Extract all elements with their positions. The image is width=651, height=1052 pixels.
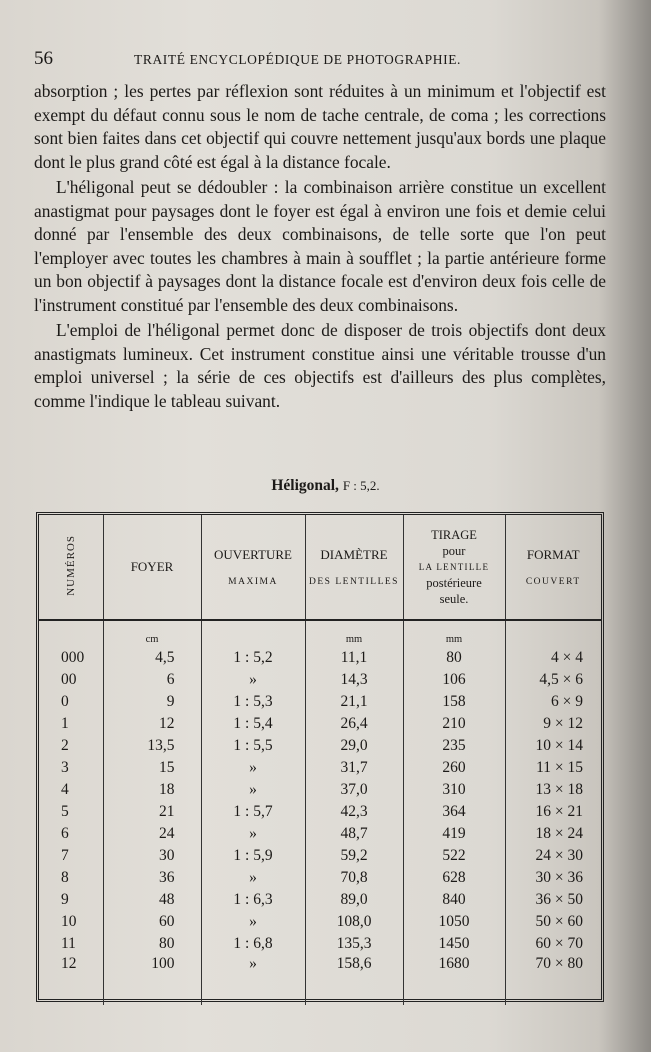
unit-tirage: mm <box>403 620 505 647</box>
cell-numero: 5 <box>39 801 103 823</box>
table-frame <box>36 512 604 1002</box>
cell-foyer: 6 <box>103 669 201 691</box>
table-row <box>39 889 601 911</box>
cell-foyer: 21 <box>103 801 201 823</box>
cell-format: 13 × 18 <box>535 781 583 798</box>
table-row <box>39 779 601 801</box>
cell-ouverture: » <box>201 779 305 801</box>
table-row <box>39 647 601 669</box>
cell-foyer: 30 <box>103 845 201 867</box>
cell-ouverture: » <box>201 911 305 933</box>
cell-ouverture: 1 : 5,5 <box>201 735 305 757</box>
cell-ouverture: 1 : 6,3 <box>201 889 305 911</box>
cell-tirage: 522 <box>403 845 505 867</box>
header-diametre-label: DIAMÈTRE <box>320 547 388 562</box>
paragraph-1: absorption ; les pertes par réflexion sont réduites à un minimum et l'objectif est exempt du défaut connu sous le nom de tache centrale, de coma ; les corrections sont bien faites dans cet objectif qui couvre nettement jusqu'aux bords une plaque dont le plus grand côté est égal à la distance focale. <box>34 81 606 172</box>
cell-numero: 000 <box>39 647 103 669</box>
cell-diametre: 70,8 <box>305 867 403 889</box>
unit-format <box>505 620 601 647</box>
cell-numero: 2 <box>39 735 103 757</box>
cell-tirage: 235 <box>403 735 505 757</box>
cell-format: 60 × 70 <box>535 935 583 952</box>
cell-numero: 10 <box>39 911 103 933</box>
cell-diametre: 158,6 <box>305 955 403 1005</box>
cell-foyer: 18 <box>103 779 201 801</box>
header-format <box>505 515 601 620</box>
table-row <box>39 845 601 867</box>
cell-tirage: 628 <box>403 867 505 889</box>
cell-ouverture: 1 : 5,7 <box>201 801 305 823</box>
cell-foyer: 60 <box>103 911 201 933</box>
caption-name: Héligonal, <box>271 477 339 494</box>
cell-diametre: 21,1 <box>305 691 403 713</box>
cell-numero: 00 <box>39 669 103 691</box>
running-title: TRAITÉ ENCYCLOPÉDIQUE DE PHOTOGRAPHIE. <box>134 52 462 67</box>
cell-format: 4,5 × 6 <box>539 671 583 688</box>
header-foyer-label: FOYER <box>130 559 174 574</box>
cell-foyer: 13,5 <box>103 735 201 757</box>
cell-ouverture: 1 : 5,2 <box>201 647 305 669</box>
unit-ouverture <box>201 620 305 647</box>
body-text <box>34 80 606 413</box>
table-row <box>39 933 601 955</box>
header-ouverture <box>201 515 305 620</box>
cell-tirage: 1680 <box>403 955 505 1005</box>
header-tirage-line5: seule. <box>439 592 469 606</box>
cell-ouverture: » <box>201 867 305 889</box>
header-numeros <box>39 515 103 620</box>
table-row <box>39 691 601 713</box>
paragraph-2: L'héligonal peut se dédoubler : la combinaison arrière constitue un excellent anastigmat pour paysages dont le foyer est égal à environ une fois et demie celui donné par l'ensemble des deux combinaisons, de telle sorte que l'on peut l'employer avec toutes les chambres à main à soufflet ; la partie antérieure forme un bon objectif à paysages dont la distance focale est d'environ deux fois celle de l'instrument constitué par l'ensemble des deux combinaisons. <box>34 177 606 315</box>
header-ouverture-label: OUVERTURE <box>214 547 292 562</box>
cell-format: 70 × 80 <box>535 955 583 972</box>
cell-ouverture: » <box>201 823 305 845</box>
cell-tirage: 419 <box>403 823 505 845</box>
cell-ouverture: 1 : 6,8 <box>201 933 305 955</box>
unit-foyer: cm <box>103 620 201 647</box>
cell-foyer: 15 <box>103 757 201 779</box>
cell-numero: 6 <box>39 823 103 845</box>
cell-numero: 3 <box>39 757 103 779</box>
cell-diametre: 135,3 <box>305 933 403 955</box>
caption-ratio: F : 5,2. <box>342 478 380 493</box>
table-row <box>39 801 601 823</box>
table-row <box>39 955 601 1005</box>
cell-numero: 8 <box>39 867 103 889</box>
paragraph-3: L'emploi de l'héligonal permet donc de disposer de trois objectifs dont deux anastigmats lumineux. Cet instrument constitue ainsi une véritable trousse d'un emploi universel ; la série de ces objectifs est d'ailleurs des plus complètes, comme l'indique le tableau suivant. <box>34 320 606 411</box>
cell-numero: 12 <box>39 955 103 1005</box>
cell-diametre: 42,3 <box>305 801 403 823</box>
cell-foyer: 36 <box>103 867 201 889</box>
cell-format: 50 × 60 <box>535 913 583 930</box>
cell-foyer: 48 <box>103 889 201 911</box>
cell-tirage: 158 <box>403 691 505 713</box>
cell-format: 24 × 30 <box>535 847 583 864</box>
header-format-label: FORMAT <box>526 547 580 562</box>
cell-ouverture: 1 : 5,3 <box>201 691 305 713</box>
cell-diametre: 89,0 <box>305 889 403 911</box>
cell-format: 6 × 9 <box>551 693 583 710</box>
cell-diametre: 26,4 <box>305 713 403 735</box>
cell-ouverture: » <box>201 669 305 691</box>
cell-format: 36 × 50 <box>535 891 583 908</box>
cell-ouverture: » <box>201 757 305 779</box>
cell-foyer: 80 <box>103 933 201 955</box>
heligonal-table <box>39 515 601 1005</box>
cell-diametre: 48,7 <box>305 823 403 845</box>
table-row <box>39 669 601 691</box>
cell-diametre: 108,0 <box>305 911 403 933</box>
cell-tirage: 210 <box>403 713 505 735</box>
page-number: 56 <box>34 48 53 69</box>
cell-diametre: 37,0 <box>305 779 403 801</box>
table-row <box>39 911 601 933</box>
cell-numero: 9 <box>39 889 103 911</box>
cell-diametre: 14,3 <box>305 669 403 691</box>
cell-tirage: 364 <box>403 801 505 823</box>
header-tirage-line2: pour <box>442 544 466 558</box>
cell-format: 16 × 21 <box>535 803 583 820</box>
cell-foyer: 4,5 <box>103 647 201 669</box>
cell-format: 4 × 4 <box>551 649 583 666</box>
unit-numeros <box>39 620 103 647</box>
header-ouverture-sub: MAXIMA <box>228 577 278 587</box>
cell-diametre: 31,7 <box>305 757 403 779</box>
table-row <box>39 757 601 779</box>
cell-foyer: 9 <box>103 691 201 713</box>
cell-format: 18 × 24 <box>535 825 583 842</box>
header-format-sub: COUVERT <box>525 577 581 587</box>
header-tirage-line3: LA LENTILLE <box>418 562 490 572</box>
table-caption <box>0 477 651 495</box>
table-body <box>39 620 601 1005</box>
header-tirage-line4: postérieure <box>426 576 482 590</box>
cell-foyer: 12 <box>103 713 201 735</box>
cell-diametre: 11,1 <box>305 647 403 669</box>
table-row <box>39 823 601 845</box>
header-tirage-line1: TIRAGE <box>431 528 477 542</box>
cell-format: 10 × 14 <box>535 737 583 754</box>
cell-ouverture: » <box>201 955 305 1005</box>
cell-tirage: 1050 <box>403 911 505 933</box>
unit-diametre: mm <box>305 620 403 647</box>
table-header-row <box>39 515 601 620</box>
cell-tirage: 106 <box>403 669 505 691</box>
cell-diametre: 29,0 <box>305 735 403 757</box>
cell-numero: 4 <box>39 779 103 801</box>
table-row <box>39 867 601 889</box>
header-foyer <box>103 515 201 620</box>
cell-numero: 1 <box>39 713 103 735</box>
cell-numero: 11 <box>39 933 103 955</box>
cell-format: 9 × 12 <box>543 715 583 732</box>
table-row <box>39 713 601 735</box>
header-numeros-label: NUMÉROS <box>64 534 77 596</box>
cell-tirage: 80 <box>403 647 505 669</box>
cell-ouverture: 1 : 5,4 <box>201 713 305 735</box>
cell-foyer: 100 <box>103 955 201 1005</box>
cell-format: 30 × 36 <box>535 869 583 886</box>
cell-numero: 0 <box>39 691 103 713</box>
header-diametre-sub: DES LENTILLES <box>309 577 399 587</box>
cell-tirage: 310 <box>403 779 505 801</box>
cell-tirage: 260 <box>403 757 505 779</box>
page-header <box>34 48 606 70</box>
cell-format: 11 × 15 <box>536 759 583 776</box>
header-tirage <box>403 515 505 620</box>
cell-ouverture: 1 : 5,9 <box>201 845 305 867</box>
cell-tirage: 1450 <box>403 933 505 955</box>
units-row <box>39 620 601 647</box>
cell-numero: 7 <box>39 845 103 867</box>
cell-tirage: 840 <box>403 889 505 911</box>
cell-diametre: 59,2 <box>305 845 403 867</box>
header-diametre <box>305 515 403 620</box>
table-row <box>39 735 601 757</box>
cell-foyer: 24 <box>103 823 201 845</box>
